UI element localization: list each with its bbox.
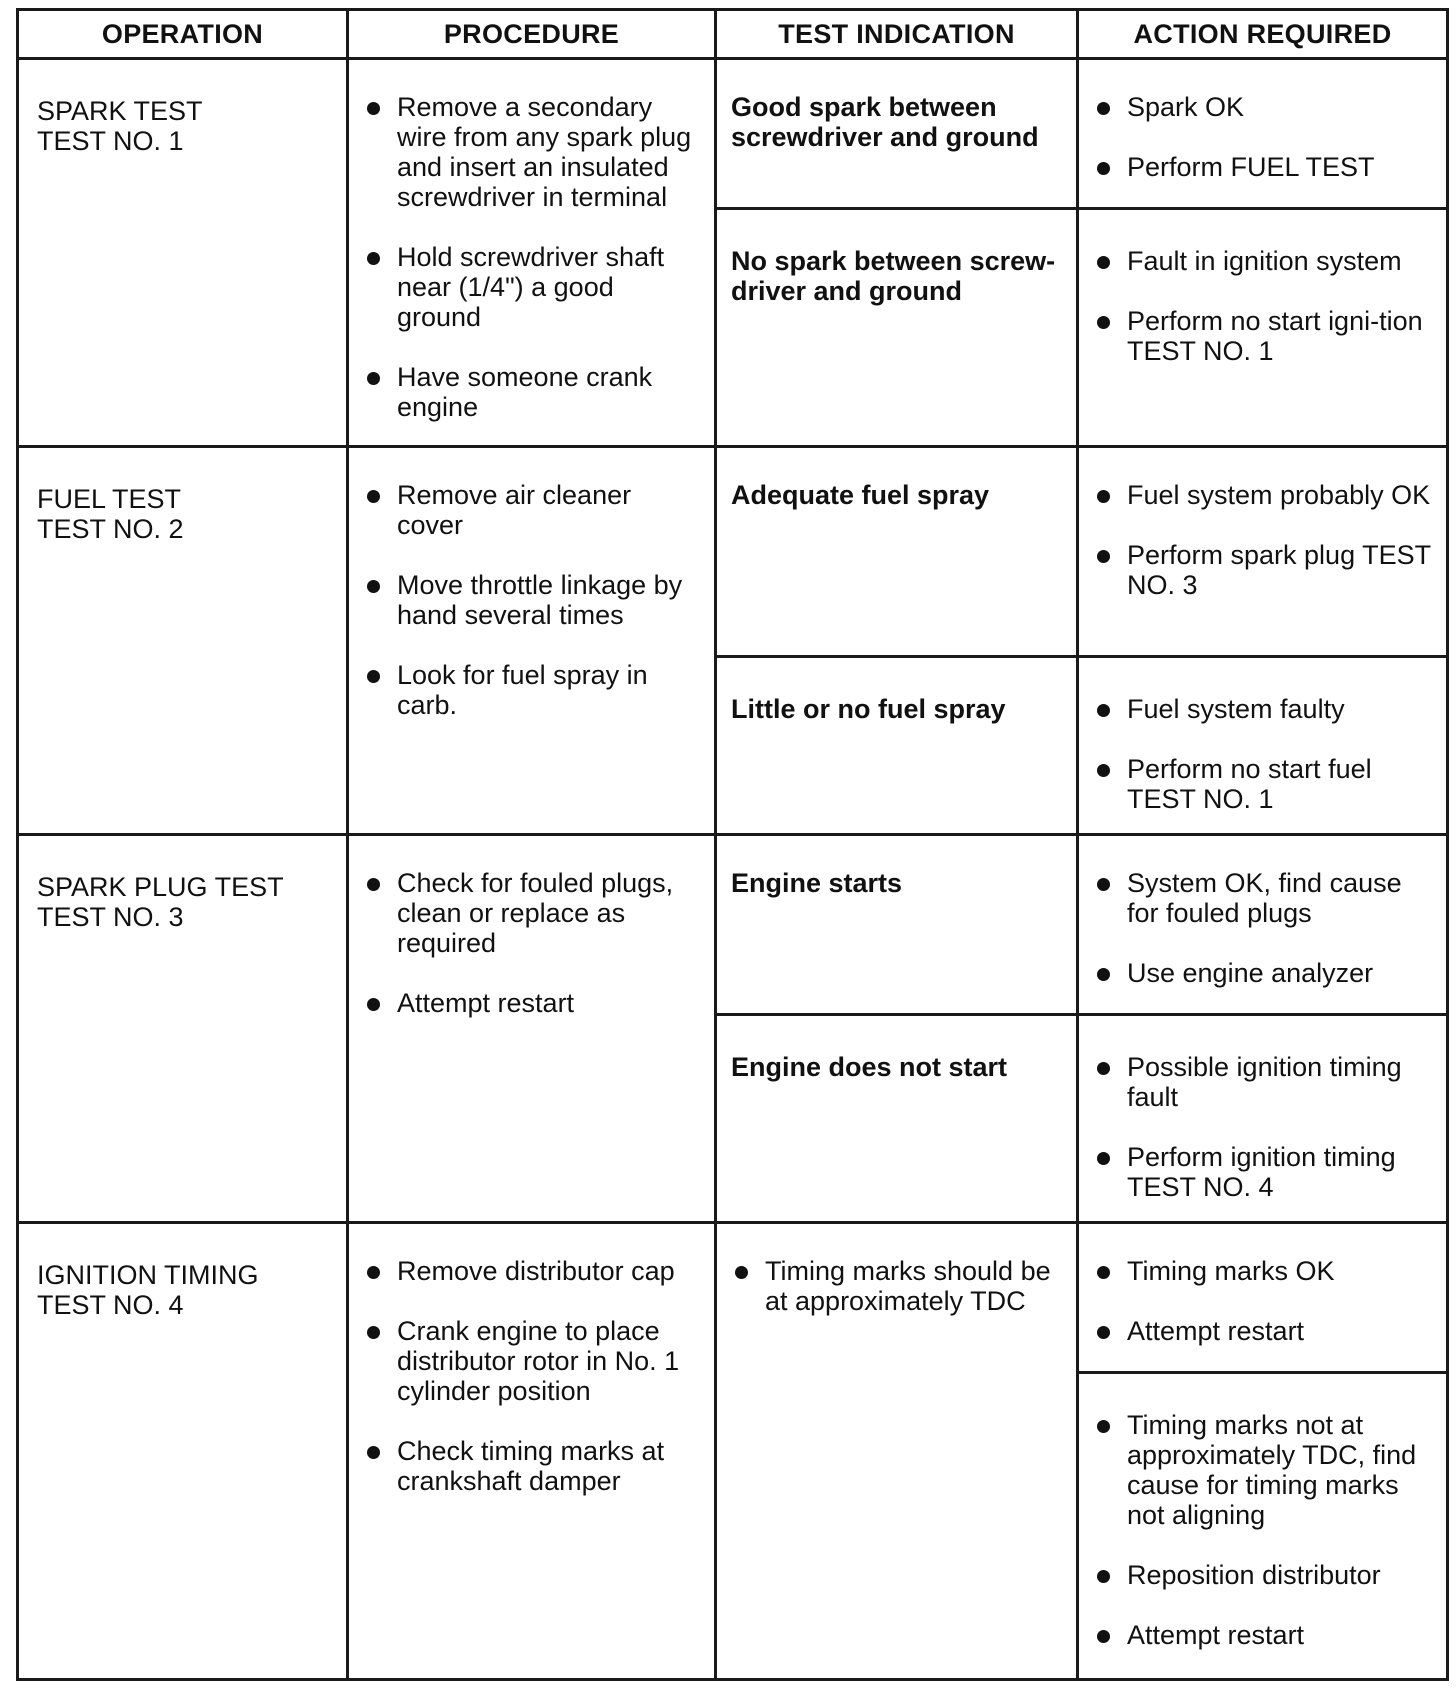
list-item: Use engine analyzer <box>1093 958 1432 988</box>
table-row <box>18 59 1448 209</box>
bullet-icon <box>367 372 380 385</box>
list-item: Remove air cleaner cover <box>363 480 700 540</box>
header-action-required: ACTION REQUIRED <box>1078 10 1448 59</box>
bullet-icon <box>1097 764 1110 777</box>
procedure-cell <box>348 835 716 1223</box>
list-item: Perform no start fuel TEST NO. 1 <box>1093 754 1432 814</box>
bullet-icon <box>367 252 380 265</box>
bullet-icon <box>1097 704 1110 717</box>
list-item: Timing marks not at approximately TDC, find cause for timing marks not aligning <box>1093 1410 1432 1530</box>
list-item: Have someone crank engine <box>363 362 700 422</box>
action-cell <box>1078 657 1448 835</box>
list-item: Attempt restart <box>1093 1620 1432 1650</box>
list-item: Perform no start igni-tion TEST NO. 1 <box>1093 306 1432 366</box>
list-item: Fuel system faulty <box>1093 694 1432 724</box>
list-item: Check for fouled plugs, clean or replace as required <box>363 868 700 958</box>
list-item: Look for fuel spray in carb. <box>363 660 700 720</box>
list-item: Remove a secondary wire from any spark plug and insert an insulated screwdriver in terminal <box>363 92 700 212</box>
list-item: Hold screwdriver shaft near (1/4") a good ground <box>363 242 700 332</box>
indication-cell <box>716 1223 1078 1680</box>
operation-test-number: TEST NO. 3 <box>37 902 184 932</box>
list-item: Fuel system probably OK <box>1093 480 1432 510</box>
bullet-icon <box>367 490 380 503</box>
operation-cell <box>18 447 348 835</box>
bullet-icon <box>367 878 380 891</box>
bullet-icon <box>1097 1630 1110 1643</box>
list-item: Timing marks OK <box>1093 1256 1432 1286</box>
list-item: Timing marks should be at approximately TDC <box>731 1256 1062 1316</box>
list-item: Possible ignition timing fault <box>1093 1052 1432 1112</box>
bullet-icon <box>1097 102 1110 115</box>
list-item: Check timing marks at crankshaft damper <box>363 1436 700 1496</box>
action-cell <box>1078 1015 1448 1223</box>
bullet-icon <box>1097 550 1110 563</box>
bullet-icon <box>367 1266 380 1279</box>
list-item: Perform ignition timing TEST NO. 4 <box>1093 1142 1432 1202</box>
action-cell <box>1078 209 1448 447</box>
list-item: Perform spark plug TEST NO. 3 <box>1093 540 1432 600</box>
bullet-icon <box>367 580 380 593</box>
diagnosis-table <box>16 8 1449 1681</box>
bullet-icon <box>1097 162 1110 175</box>
list-item: Reposition distributor <box>1093 1560 1432 1590</box>
table-row <box>18 835 1448 1015</box>
bullet-icon <box>367 998 380 1011</box>
indication-cell: Little or no fuel spray <box>716 657 1078 835</box>
bullet-icon <box>1097 968 1110 981</box>
operation-name: SPARK PLUG TEST <box>37 872 284 902</box>
operation-cell <box>18 59 348 447</box>
operation-test-number: TEST NO. 2 <box>37 514 184 544</box>
bullet-icon <box>1097 490 1110 503</box>
operation-name: FUEL TEST <box>37 484 182 514</box>
list-item: Crank engine to place distributor rotor in No. 1 cylinder position <box>363 1316 700 1406</box>
list-item: Perform FUEL TEST <box>1093 152 1432 182</box>
indication-cell: Engine does not start <box>716 1015 1078 1223</box>
indication-cell: Engine starts <box>716 835 1078 1015</box>
list-item: Attempt restart <box>363 988 700 1018</box>
bullet-icon <box>1097 316 1110 329</box>
bullet-icon <box>367 1326 380 1339</box>
operation-cell <box>18 835 348 1223</box>
action-cell <box>1078 1223 1448 1373</box>
procedure-cell <box>348 447 716 835</box>
bullet-icon <box>367 670 380 683</box>
action-cell <box>1078 1373 1448 1680</box>
operation-cell <box>18 1223 348 1680</box>
list-item: System OK, find cause for fouled plugs <box>1093 868 1432 928</box>
indication-cell: Adequate fuel spray <box>716 447 1078 657</box>
header-test-indication: TEST INDICATION <box>716 10 1078 59</box>
header-row <box>18 10 1448 59</box>
list-item: Remove distributor cap <box>363 1256 700 1286</box>
bullet-icon <box>735 1266 748 1279</box>
list-item: Fault in ignition system <box>1093 246 1432 276</box>
action-cell <box>1078 59 1448 209</box>
bullet-icon <box>1097 1266 1110 1279</box>
diagnosis-table-container <box>16 8 1446 1681</box>
indication-cell: Good spark between screwdriver and ground <box>716 59 1078 209</box>
table-row <box>18 1223 1448 1373</box>
action-cell <box>1078 447 1448 657</box>
indication-cell: No spark between screw-driver and ground <box>716 209 1078 447</box>
operation-name: IGNITION TIMING <box>37 1260 259 1290</box>
bullet-icon <box>1097 1062 1110 1075</box>
operation-test-number: TEST NO. 1 <box>37 126 184 156</box>
bullet-icon <box>1097 1326 1110 1339</box>
list-item: Attempt restart <box>1093 1316 1432 1346</box>
procedure-cell <box>348 1223 716 1680</box>
bullet-icon <box>367 102 380 115</box>
bullet-icon <box>1097 1570 1110 1583</box>
header-procedure: PROCEDURE <box>348 10 716 59</box>
header-operation: OPERATION <box>18 10 348 59</box>
operation-test-number: TEST NO. 4 <box>37 1290 184 1320</box>
operation-name: SPARK TEST <box>37 96 203 126</box>
list-item: Spark OK <box>1093 92 1432 122</box>
bullet-icon <box>1097 878 1110 891</box>
bullet-icon <box>1097 1152 1110 1165</box>
list-item: Move throttle linkage by hand several times <box>363 570 700 630</box>
bullet-icon <box>367 1446 380 1459</box>
action-cell <box>1078 835 1448 1015</box>
table-row <box>18 447 1448 657</box>
procedure-cell <box>348 59 716 447</box>
bullet-icon <box>1097 1420 1110 1433</box>
bullet-icon <box>1097 256 1110 269</box>
